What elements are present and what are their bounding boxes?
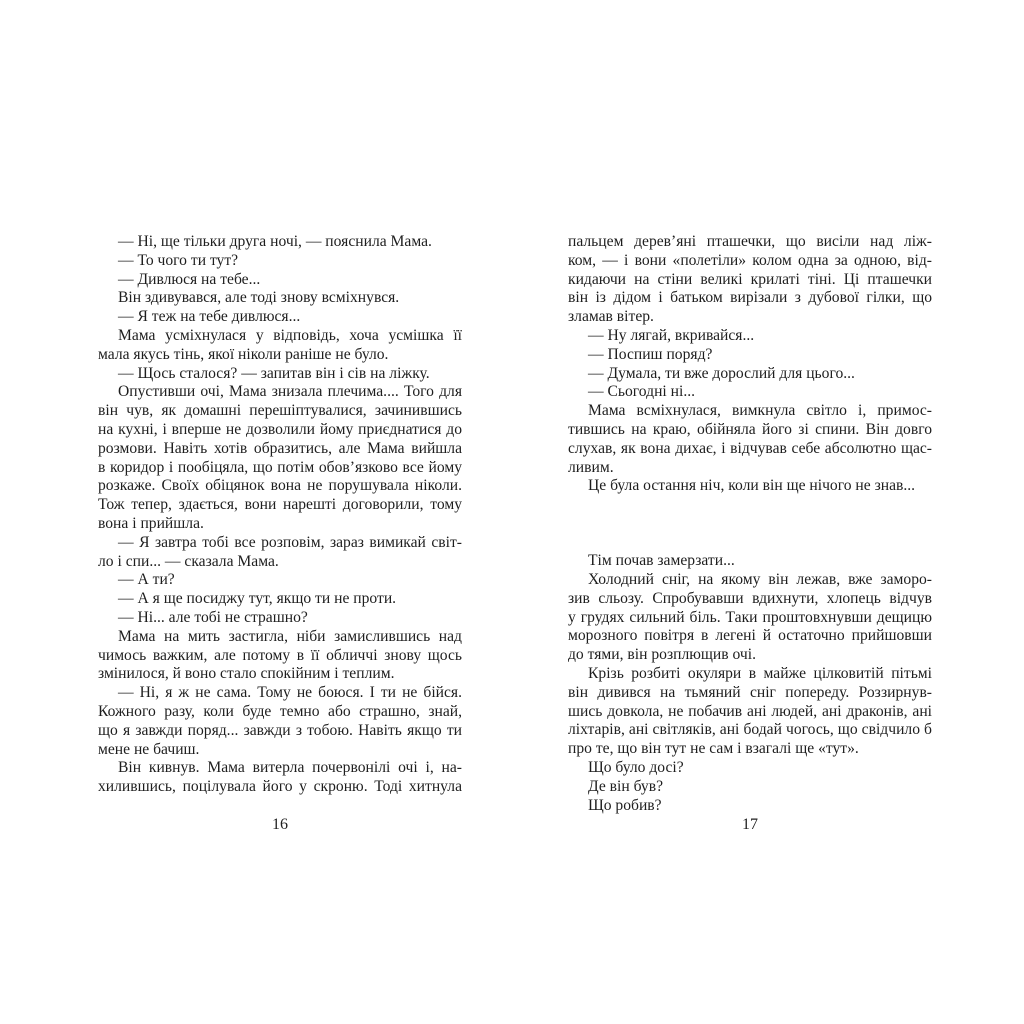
text-line: Крізь розбиті окуляри в майже цілковитій пітьмі	[588, 664, 932, 682]
paragraph	[568, 346, 932, 365]
text-line: Що було досі?	[588, 758, 684, 776]
paragraph	[568, 665, 932, 759]
paragraph	[568, 477, 932, 496]
page-number-right: 17	[742, 816, 758, 833]
paragraph	[98, 327, 462, 365]
text-line: — Ні... але тобі не страшно?	[118, 608, 308, 626]
text-line: Мама всміхнулася, вимкнула світло і, примос-	[588, 402, 932, 420]
paragraph	[98, 571, 462, 590]
text-line: Він здивувався, але тоді знову всміхнувся.	[118, 289, 400, 307]
text-line: — А я ще посиджу тут, якщо ти не проти.	[118, 590, 397, 608]
text-line: — Поспиш поряд?	[588, 345, 713, 363]
paragraph	[98, 365, 462, 384]
text-line: мала якусь тінь, якої ніколи раніше не було.	[98, 345, 389, 363]
text-line: Мама усміхнулася у відповідь, хоча усмішка її	[118, 326, 462, 344]
text-line: зламав вітер.	[568, 308, 654, 326]
text-line: хилившись, поцілувала його у скроню. Тоді хитнула	[98, 778, 462, 796]
text-line: вона і прийшла.	[98, 514, 204, 532]
paragraph	[98, 271, 462, 290]
left-page-text	[98, 233, 462, 797]
text-line: Він кивнув. Мама витерла почервонілі очі і, на-	[118, 759, 462, 777]
paragraph	[98, 233, 462, 252]
paragraph	[568, 402, 932, 477]
text-line: ло і спи... — сказала Мама.	[98, 552, 279, 570]
paragraph	[98, 308, 462, 327]
text-line: ливим.	[568, 458, 614, 476]
text-line: Що робив?	[588, 796, 662, 814]
text-line: Мама на мить застигла, ніби замислившись над	[118, 627, 462, 645]
text-line: до тями, він розплющив очі.	[568, 646, 756, 664]
text-line: в коридор і пообіцяла, що потім обов’язково все йому	[98, 458, 462, 476]
text-line: Опустивши очі, Мама знизала плечима.... Того для	[118, 383, 462, 401]
text-line: — Я теж на тебе дивлюся...	[118, 308, 301, 326]
text-line: — Ні, ще тільки друга ночі, — пояснила Мама.	[118, 233, 432, 250]
text-line: — Щось сталося? — запитав він і сів на ліжку.	[118, 364, 430, 382]
paragraph	[98, 289, 462, 308]
text-line: Це була остання ніч, коли він ще нічого не знав...	[588, 477, 916, 495]
text-line: він із дідом і батьком вирізали з дубової гілки, що	[568, 289, 932, 307]
text-line: змінилося, й воно стало спокійним і теплим.	[98, 665, 395, 683]
text-line: мене не бачиш.	[98, 740, 200, 758]
text-line: пальцем дерев’яні пташечки, що висіли над ліж-	[568, 233, 932, 250]
text-line: шись довкола, не побачив ані людей, ані драконів, ані	[568, 702, 932, 720]
paragraph	[568, 778, 932, 797]
text-line: — То чого ти тут?	[118, 251, 239, 269]
text-line: розмови. Навіть хотів образитись, але Мама вийшла	[98, 439, 462, 457]
page-number-left: 16	[272, 816, 288, 833]
paragraph	[98, 534, 462, 572]
text-line: слухав, як вона дихає, і відчував себе абсолютно щас-	[568, 439, 932, 457]
text-line: він чув, як домашні перешіптувалися, зачинившись	[98, 402, 462, 420]
text-line: на кухні, і вперше не дозволили йому приєднатися до	[98, 420, 462, 438]
paragraph	[568, 327, 932, 346]
section-break	[568, 496, 932, 552]
paragraph	[98, 684, 462, 759]
paragraph	[98, 252, 462, 271]
text-line: — А ти?	[118, 571, 175, 589]
text-line: зив сльозу. Спробувавши вдихнути, хлопець відчув	[568, 589, 932, 607]
text-line: розкаже. Своїх обіцянок вона не порушувала ніколи.	[98, 477, 462, 495]
paragraph	[98, 383, 462, 533]
text-line: ком, — і вони «полетіли» колом одна за одною, від-	[568, 251, 932, 269]
paragraph	[98, 609, 462, 628]
paragraph	[98, 590, 462, 609]
text-line: — Ну лягай, вкривайся...	[588, 326, 755, 344]
paragraph	[568, 383, 932, 402]
paragraph	[98, 628, 462, 684]
text-line: Тож тепер, здається, вони нарешті договорили, тому	[98, 496, 462, 514]
text-line: морозного повітря в легені й остаточно прийшовши	[568, 627, 932, 645]
text-line: про те, що він тут не сам і взагалі ще «тут».	[568, 740, 859, 758]
text-line: тившись на краю, обійняла його зі спини. Він довго	[568, 420, 932, 438]
right-page-text	[568, 233, 932, 815]
paragraph	[98, 759, 462, 797]
paragraph	[568, 797, 932, 816]
text-line: Де він був?	[588, 777, 664, 795]
text-line: — Ні, я ж не сама. Тому не боюся. І ти не бійся.	[118, 684, 462, 702]
text-line: — Думала, ти вже дорослий для цього...	[588, 364, 855, 382]
paragraph	[568, 365, 932, 384]
paragraph	[568, 759, 932, 778]
text-line: ліхтарів, ані світляків, ані бодай чогось, що свідчило б	[568, 721, 932, 739]
text-line: — Сьогодні ні...	[588, 383, 696, 401]
paragraph	[568, 552, 932, 571]
paragraph	[568, 571, 932, 665]
paragraph	[568, 233, 932, 327]
text-line: у грудях сильний біль. Таки проштовхнувши дещицю	[568, 608, 932, 626]
text-line: він дивився на тьмяний сніг попереду. Роззирнув-	[568, 683, 932, 701]
text-line: Холодний сніг, на якому він лежав, вже заморо-	[588, 570, 932, 588]
text-line: — Я завтра тобі все розповім, зараз вимикай світ-	[118, 533, 462, 551]
text-line: кидаючи на стіни великі крилаті тіні. Ці пташечки	[568, 270, 932, 288]
text-line: Кожного разу, коли буде темно або страшно, знай,	[98, 702, 462, 720]
text-line: Тім почав замерзати...	[588, 552, 735, 570]
text-line: — Дивлюся на тебе...	[118, 270, 261, 288]
text-line: чимось важким, але потому в її обличчі знову щось	[98, 646, 462, 664]
text-line: що я завжди поряд... завжди з тобою. Навіть якщо ти	[98, 721, 462, 739]
